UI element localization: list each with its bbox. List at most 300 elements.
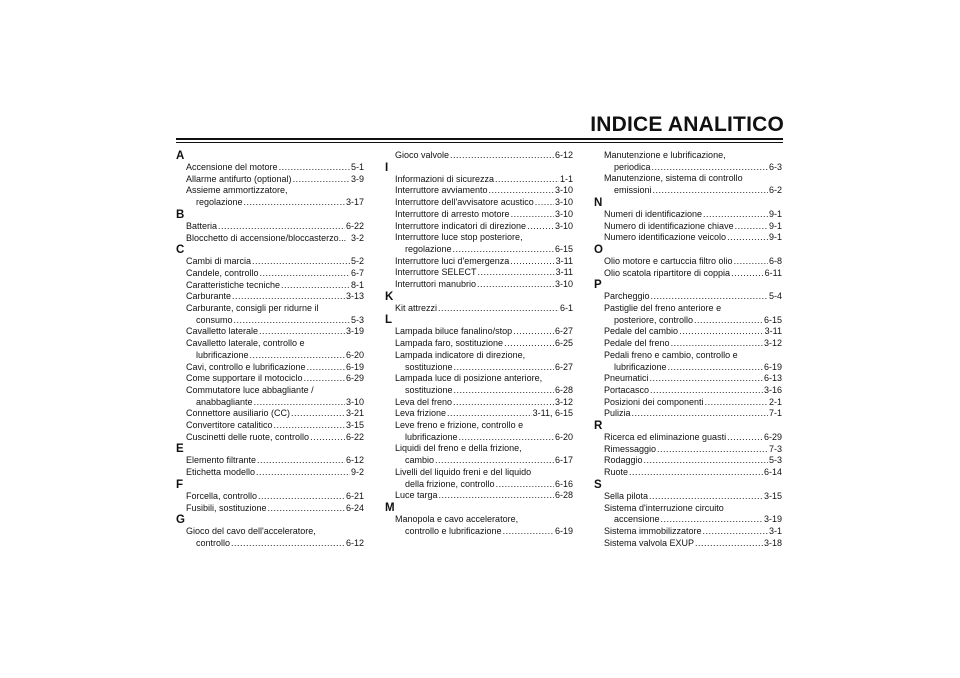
entry-page: 9-2 <box>350 467 364 478</box>
entry-text: Parcheggio <box>604 291 650 302</box>
index-entry <box>385 150 573 162</box>
index-entry <box>594 162 782 174</box>
entry-page: 6-12 <box>345 537 364 548</box>
entry-page: 6-19 <box>763 361 782 372</box>
entry-page: 5-3 <box>350 314 364 325</box>
entry-text: lubrificazione <box>614 361 667 372</box>
section-letter: B <box>176 208 185 221</box>
entry-page: 6-15 <box>554 243 573 254</box>
leader-dots <box>735 221 768 233</box>
entry-page: 6-19 <box>345 361 364 372</box>
entry-text: Sella pilota <box>604 490 649 501</box>
entry-page: 3-10 <box>554 220 573 231</box>
entry-page: 3-15 <box>763 490 782 501</box>
index-entry <box>385 303 573 315</box>
leader-dots <box>258 491 345 503</box>
leader-dots <box>453 397 554 409</box>
entry-text: Interruttore indicatori di direzione <box>395 220 527 231</box>
entry-text: Interruttore di arresto motore <box>395 208 510 219</box>
entry-text: regolazione <box>196 197 243 208</box>
index-entry <box>594 303 782 315</box>
leader-dots <box>731 268 764 280</box>
index-entry <box>594 503 782 515</box>
index-entry <box>385 209 573 221</box>
entry-text: Leva frizione <box>395 408 447 419</box>
index-entry <box>385 420 573 432</box>
entry-page: 3-11 <box>764 326 782 337</box>
index-entry <box>594 338 782 350</box>
entry-page: 6-8 <box>768 255 782 266</box>
leader-dots <box>438 303 559 315</box>
index-entry <box>385 362 573 374</box>
leader-dots <box>250 350 345 362</box>
leader-dots <box>477 279 554 291</box>
entry-text: Candele, controllo <box>186 267 259 278</box>
leader-dots <box>257 455 345 467</box>
index-column-1 <box>176 150 364 550</box>
entry-page: 6-1 <box>559 302 573 313</box>
index-entry <box>594 373 782 385</box>
entry-text: Numero di identificazione chiave <box>604 220 734 231</box>
entry-page: 3-10 <box>554 279 573 290</box>
index-entry <box>385 326 573 338</box>
leader-dots <box>293 174 350 186</box>
entry-text: Pulizia <box>604 408 631 419</box>
index-entry <box>385 338 573 350</box>
index-entry <box>385 526 573 538</box>
entry-text: Fusibili, sostituzione <box>186 502 267 513</box>
leader-dots <box>244 197 345 209</box>
entry-page: 2-1 <box>768 396 782 407</box>
index-entry <box>176 303 364 315</box>
entry-page: 9-1 <box>768 232 782 243</box>
index-entry <box>385 350 573 362</box>
index-entry <box>176 397 364 409</box>
index-entry <box>594 526 782 538</box>
index-entry <box>594 491 782 503</box>
leader-dots <box>703 526 768 538</box>
index-entry <box>385 385 573 397</box>
index-entry <box>594 408 782 420</box>
entry-text: Allarme antifurto (optional) <box>186 173 292 184</box>
leader-dots <box>281 280 350 292</box>
entry-text: Numeri di identificazione <box>604 208 703 219</box>
section-letter: I <box>385 161 389 174</box>
entry-text: Lampada biluce fanalino/stop <box>395 326 513 337</box>
entry-text: Elemento filtrante <box>186 455 257 466</box>
index-section <box>594 244 782 279</box>
leader-dots <box>668 362 763 374</box>
leader-dots <box>478 267 555 279</box>
entry-text: Leve freno e frizione, controllo e <box>395 420 524 431</box>
entry-text: Lampada luce di posizione anteriore, <box>395 373 543 384</box>
index-entry <box>385 514 573 526</box>
entry-text: Cambi di marcia <box>186 256 252 267</box>
entry-page: 6-28 <box>554 384 573 395</box>
entry-text: Manutenzione, sistema di controllo <box>604 173 743 184</box>
entry-page: 6-2 <box>768 185 782 196</box>
entry-page: 6-19 <box>554 525 573 536</box>
entry-text: Interruttore SELECT <box>395 267 477 278</box>
entry-page: 3-16 <box>763 384 782 395</box>
entry-text: Interruttore avviamento <box>395 185 488 196</box>
entry-page: 6-20 <box>554 431 573 442</box>
entry-page: 6-7 <box>350 267 364 278</box>
entry-text: cambio <box>405 455 435 466</box>
entry-text: Ricerca ed eliminazione guasti <box>604 432 727 443</box>
leader-dots <box>304 373 345 385</box>
index-entry <box>594 185 782 197</box>
index-entry <box>385 244 573 256</box>
leader-dots <box>694 315 763 327</box>
entry-text: Forcella, controllo <box>186 490 258 501</box>
index-entry <box>176 280 364 292</box>
section-letter: F <box>176 478 184 491</box>
entry-page: 3-19 <box>345 326 364 337</box>
entry-text: Olio scatola ripartitore di coppia <box>604 267 731 278</box>
index-section <box>385 502 573 537</box>
entry-text: Pedali freno e cambio, controllo e <box>604 349 738 360</box>
index-entry <box>176 350 364 362</box>
leader-dots <box>234 315 350 327</box>
section-letter: A <box>176 150 185 162</box>
index-entry <box>385 279 573 291</box>
index-entry <box>385 185 573 197</box>
entry-page: 5-2 <box>350 256 364 267</box>
index-entry <box>594 455 782 467</box>
section-letter: S <box>594 478 602 491</box>
index-entry <box>176 221 364 233</box>
leader-dots <box>274 420 345 432</box>
entry-text: Etichetta modello <box>186 467 256 478</box>
index-entry <box>594 385 782 397</box>
leader-dots <box>454 385 554 397</box>
index-section <box>176 244 364 443</box>
entry-page: 6-22 <box>345 431 364 442</box>
leader-dots <box>259 326 345 338</box>
index-entry <box>385 455 573 467</box>
entry-text: Manopola e cavo acceleratore, <box>395 513 519 524</box>
entry-page: 3-15 <box>345 420 364 431</box>
index-entry <box>176 268 364 280</box>
leader-dots <box>279 162 350 174</box>
entry-page: 3-13 <box>345 291 364 302</box>
leader-dots <box>254 397 345 409</box>
section-letter: P <box>594 279 602 292</box>
entry-text: Caratteristiche tecniche <box>186 279 281 290</box>
entry-text: periodica <box>614 161 651 172</box>
index-entry <box>594 444 782 456</box>
entry-page: 6-27 <box>554 326 573 337</box>
entry-text: controllo e lubrificazione <box>405 525 502 536</box>
index-entry <box>594 538 782 550</box>
entry-text: Gioco valvole <box>395 150 450 160</box>
entry-text: lubrificazione <box>196 349 249 360</box>
entry-page: 6-17 <box>554 455 573 466</box>
entry-page: 3-12 <box>554 396 573 407</box>
leader-dots <box>453 244 554 256</box>
index-entry <box>594 256 782 268</box>
leader-dots <box>260 268 350 280</box>
index-entry <box>594 362 782 374</box>
leader-dots <box>632 408 768 420</box>
index-entry <box>594 150 782 162</box>
entry-page: 3-2 <box>350 232 364 243</box>
section-letter: O <box>594 243 603 256</box>
index-entry <box>176 338 364 350</box>
index-entry <box>594 209 782 221</box>
entry-page: 6-15 <box>763 314 782 325</box>
entry-text: Interruttore luci d'emergenza <box>395 255 510 266</box>
entry-page: 6-13 <box>763 373 782 384</box>
entry-text: Rodaggio <box>604 455 643 466</box>
index-entry <box>594 514 782 526</box>
entry-page: 3-12 <box>763 338 782 349</box>
entry-text: anabbagliante <box>196 396 253 407</box>
entry-page: 7-1 <box>768 408 782 419</box>
section-letter: N <box>594 196 603 209</box>
index-section <box>176 443 364 478</box>
entry-page: 1-1 <box>559 173 573 184</box>
entry-text: Portacasco <box>604 384 650 395</box>
entry-page: 9-1 <box>768 220 782 231</box>
leader-dots <box>496 479 554 491</box>
entry-text: Gioco del cavo dell'acceleratore, <box>186 526 316 537</box>
entry-page: 3-9 <box>350 173 364 184</box>
leader-dots <box>218 221 345 233</box>
entry-text: Kit attrezzi <box>395 302 438 313</box>
entry-text: sostituzione <box>405 384 453 395</box>
entry-text: Olio motore e cartuccia filtro olio <box>604 255 733 266</box>
leader-dots <box>652 162 768 174</box>
index-entry <box>385 443 573 455</box>
index-entry <box>176 315 364 327</box>
entry-page: 6-25 <box>554 338 573 349</box>
index-entry <box>176 432 364 444</box>
section-letter: R <box>594 420 603 433</box>
index-entry <box>385 490 573 502</box>
leader-dots <box>679 326 764 338</box>
index-entry <box>594 232 782 244</box>
entry-page: 6-14 <box>763 467 782 478</box>
leader-dots <box>489 185 554 197</box>
leader-dots <box>307 362 345 374</box>
entry-page: 3-10 <box>345 396 364 407</box>
index-entry <box>594 173 782 185</box>
entry-page: 6-29 <box>345 373 364 384</box>
entry-text: Rimessaggio <box>604 443 657 454</box>
entry-page: 3-10 <box>554 197 573 208</box>
entry-page: 6-28 <box>554 490 573 501</box>
entry-page: 3-11 <box>555 255 573 266</box>
entry-page: 6-27 <box>554 361 573 372</box>
section-letter: E <box>176 443 184 456</box>
leader-dots <box>503 526 554 538</box>
entry-text: Luce targa <box>395 490 438 501</box>
entry-text: Lampada indicatore di direzione, <box>395 349 526 360</box>
leader-dots <box>695 538 763 550</box>
index-entry <box>594 350 782 362</box>
index-entry <box>176 291 364 303</box>
section-letter: L <box>385 314 393 327</box>
index-column-2 <box>385 150 573 537</box>
leader-dots <box>727 232 768 244</box>
index-section <box>594 150 782 197</box>
entry-text: sostituzione <box>405 361 453 372</box>
index-section <box>176 150 364 209</box>
leader-dots <box>649 491 763 503</box>
index-entry <box>385 373 573 385</box>
leader-dots <box>510 256 554 268</box>
leader-dots <box>450 150 554 162</box>
index-entry <box>176 174 364 186</box>
entry-text: lubrificazione <box>405 431 458 442</box>
leader-dots <box>454 362 554 374</box>
leader-dots <box>268 503 345 515</box>
leader-dots <box>734 256 768 268</box>
index-entry <box>594 221 782 233</box>
index-entry <box>176 362 364 374</box>
index-entry <box>176 385 364 397</box>
index-entry <box>385 432 573 444</box>
section-letter: K <box>385 290 394 303</box>
index-entry <box>176 256 364 268</box>
leader-dots <box>310 432 345 444</box>
index-entry <box>594 315 782 327</box>
index-entry <box>594 326 782 338</box>
entry-text: emissioni <box>614 185 652 196</box>
entry-text: consumo <box>196 314 233 325</box>
index-entry <box>385 397 573 409</box>
entry-text: Batteria <box>186 220 218 231</box>
index-entry <box>385 197 573 209</box>
entry-text: della frizione, controllo <box>405 478 495 489</box>
entry-text: Connettore ausiliario (CC) <box>186 408 291 419</box>
index-entry <box>385 467 573 479</box>
index-section <box>176 209 364 244</box>
leader-dots <box>650 385 763 397</box>
entry-page: 5-1 <box>350 162 364 172</box>
entry-text: Liquidi del freno e della frizione, <box>395 443 522 454</box>
index-entry <box>385 408 573 420</box>
index-entry <box>385 479 573 491</box>
index-section <box>594 479 782 550</box>
entry-text: Convertitore catalitico <box>186 420 273 431</box>
index-entry <box>176 491 364 503</box>
index-entry <box>385 174 573 186</box>
index-entry <box>176 455 364 467</box>
entry-page: 9-1 <box>768 208 782 219</box>
leader-dots <box>629 467 763 479</box>
entry-text: controllo <box>196 537 231 548</box>
index-entry <box>594 291 782 303</box>
entry-page: 3-11, 6-15 <box>532 408 573 419</box>
entry-page: 3-18 <box>763 537 782 548</box>
entry-page: 6-22 <box>345 220 364 231</box>
entry-text: Sistema immobilizzatore <box>604 525 702 536</box>
index-entry <box>385 221 573 233</box>
entry-page: 6-11 <box>764 267 782 278</box>
leader-dots <box>252 256 350 268</box>
leader-dots <box>291 408 345 420</box>
index-entry <box>176 373 364 385</box>
entry-text: Manutenzione e lubrificazione, <box>604 150 726 160</box>
entry-text: regolazione <box>405 243 452 254</box>
entry-text: posteriore, controllo <box>614 314 694 325</box>
entry-text: Cavalletto laterale <box>186 326 259 337</box>
index-section <box>176 514 364 549</box>
entry-page: 6-29 <box>763 432 782 443</box>
index-entry <box>594 432 782 444</box>
entry-page: 7-3 <box>768 443 782 454</box>
index-section <box>385 162 573 291</box>
leader-dots <box>657 444 768 456</box>
index-entry <box>385 256 573 268</box>
leader-dots <box>459 432 554 444</box>
entry-text: Cuscinetti delle ruote, controllo <box>186 431 310 442</box>
index-entry <box>176 538 364 550</box>
entry-text: Sistema valvola EXUP <box>604 537 695 548</box>
index-entry <box>176 185 364 197</box>
entry-text: Come supportare il motociclo <box>186 373 303 384</box>
entry-page: 5-3 <box>768 455 782 466</box>
entry-text: Carburante <box>186 291 232 302</box>
index-entry <box>176 162 364 174</box>
leader-dots <box>727 432 763 444</box>
index-entry <box>385 267 573 279</box>
entry-text: Interruttori manubrio <box>395 279 477 290</box>
index-entry <box>176 526 364 538</box>
entry-page: 3-21 <box>345 408 364 419</box>
entry-page: 6-20 <box>345 349 364 360</box>
index-entry <box>176 420 364 432</box>
entry-page: 6-12 <box>554 150 573 160</box>
leader-dots <box>527 221 554 233</box>
section-letter: M <box>385 501 395 514</box>
entry-text: Pedale del freno <box>604 338 670 349</box>
entry-text: Pastiglie del freno anteriore e <box>604 303 722 314</box>
entry-text: Ruote <box>604 467 629 478</box>
title-rule-thin <box>176 142 783 143</box>
entry-text: Assieme ammortizzatore, <box>186 185 288 196</box>
entry-text: Interruttore dell'avvisatore acustico <box>395 197 534 208</box>
index-entry <box>594 467 782 479</box>
entry-page: 6-24 <box>345 502 364 513</box>
index-entry <box>176 326 364 338</box>
index-section <box>176 479 364 514</box>
entry-page: 3-10 <box>554 185 573 196</box>
entry-text: Sistema d'interruzione circuito <box>604 502 724 513</box>
entry-page: 8-1 <box>350 279 364 290</box>
leader-dots <box>511 209 554 221</box>
leader-dots <box>703 209 768 221</box>
index-section <box>594 420 782 479</box>
leader-dots <box>256 467 350 479</box>
leader-dots <box>644 455 768 467</box>
leader-dots <box>650 373 763 385</box>
leader-dots <box>435 455 554 467</box>
leader-dots <box>671 338 763 350</box>
leader-dots <box>495 174 559 186</box>
index-section <box>385 150 573 162</box>
entry-text: accensione <box>614 514 660 525</box>
index-section <box>594 279 782 420</box>
entry-page: 6-21 <box>345 490 364 501</box>
entry-text: Cavi, controllo e lubrificazione <box>186 361 306 372</box>
title-rule <box>176 138 783 140</box>
index-entry <box>594 268 782 280</box>
index-column-3 <box>594 150 782 549</box>
